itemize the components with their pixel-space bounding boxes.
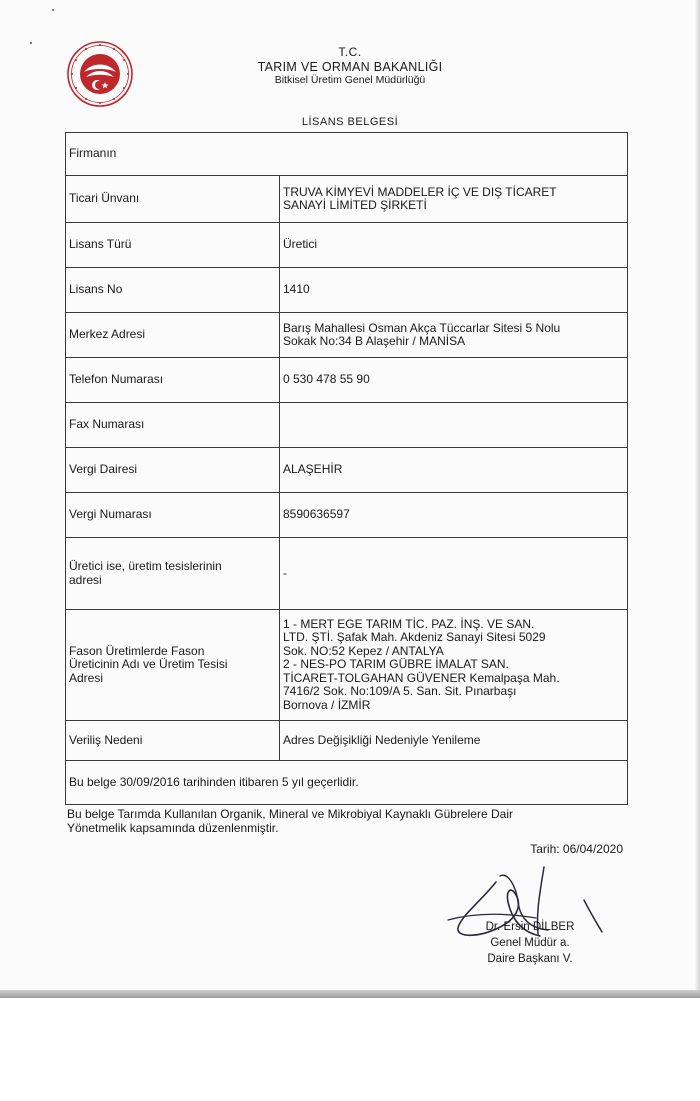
header-ministry: TARIM VE ORMAN BAKANLIĞI <box>257 59 443 74</box>
ministry-seal-icon <box>66 40 134 108</box>
row-label: Vergi Dairesi <box>66 448 280 493</box>
value-line: LTD. ŞTİ. Şafak Mah. Akdeniz Sanayi Sitesi 5029 <box>283 630 546 645</box>
value-line: Sokak No:34 B Alaşehir / MANİSA <box>283 334 466 348</box>
value-line: TRUVA KİMYEVİ MADDELER İÇ VE DIŞ TİCARET <box>283 184 557 199</box>
table-row <box>66 403 628 448</box>
scan-speck <box>52 9 54 11</box>
header-tc: T.C. <box>338 45 362 59</box>
table-row <box>66 223 628 268</box>
tax-office-value: ALAŞEHİR <box>280 448 628 493</box>
label-line: Üreticinin Adı ve Üretim Tesisi <box>69 657 228 672</box>
label-line: Fason Üretimlerde Fason <box>69 643 205 658</box>
value-line: Barış Mahallesi Osman Akça Tüccarlar Sitesi 5 Nolu <box>283 320 561 335</box>
table-row <box>66 448 628 493</box>
table-row <box>66 493 628 538</box>
issue-date: Tarih: 06/04/2020 <box>530 842 623 856</box>
signatory-block <box>460 919 600 967</box>
validity-statement: Bu belge 30/09/2016 tarihinden itibaren 5 yıl geçerlidir. <box>66 761 628 805</box>
row-label: Telefon Numarası <box>66 358 280 403</box>
table-row <box>66 610 628 721</box>
signatory-name: Dr. Ersin DİLBER <box>485 921 575 933</box>
value-line: TİCARET-TOLGAHAN GÜVENER Kemalpaşa Mah. <box>283 670 560 685</box>
ministry-header <box>200 46 500 86</box>
page-right-edge <box>694 0 700 995</box>
value-line: SANAYİ LİMİTED ŞİRKETİ <box>283 198 427 212</box>
contract-manufacturer-value <box>280 610 628 721</box>
value-line: 7416/2 Sok. No:109/A 5. San. Sit. Pınarbaşı <box>283 684 517 699</box>
document-title: LİSANS BELGESİ <box>301 116 399 128</box>
table-row-validity <box>66 761 628 805</box>
label-line: adresi <box>69 572 102 587</box>
label-line: Adresi <box>69 670 104 685</box>
license-table <box>65 132 628 805</box>
table-row <box>66 268 628 313</box>
facility-address-value: - <box>280 538 628 610</box>
row-label: Ticari Ünvanı <box>66 176 280 223</box>
table-row <box>66 313 628 358</box>
signatory-title: Genel Müdür a. <box>490 937 570 950</box>
row-label: Fax Numarası <box>66 403 280 448</box>
row-label: Merkez Adresi <box>66 313 280 358</box>
row-label: Veriliş Nedeni <box>66 721 280 761</box>
table-row <box>66 176 628 223</box>
page-bottom-edge <box>0 990 700 998</box>
row-label: Lisans Türü <box>66 223 280 268</box>
value-line: Bornova / İZMİR <box>283 697 371 712</box>
row-label: Lisans No <box>66 268 280 313</box>
row-label <box>66 610 280 721</box>
value-line: 1 - MERT EGE TARIM TİC. PAZ. İNŞ. VE SAN. <box>283 616 535 631</box>
note-line: Bu belge Tarımda Kullanılan Organik, Mineral ve Mikrobiyal Kaynaklı Gübrelere Dair <box>67 807 513 821</box>
row-label <box>66 538 280 610</box>
value-line: 2 - NES-PO TARIM GÜBRE İMALAT SAN. <box>283 657 509 672</box>
scan-speck <box>30 42 32 44</box>
signatory-title-acting: Daire Başkanı V. <box>487 953 573 966</box>
table-row-section <box>66 133 628 176</box>
label-line: Üretici ise, üretim tesislerinin <box>69 559 222 574</box>
table-row <box>66 721 628 761</box>
issue-reason-value: Adres Değişikliği Nedeniyle Yenileme <box>280 721 628 761</box>
value-line: Sok. NO:52 Kepez / ANTALYA <box>283 643 444 658</box>
regulation-note <box>67 808 627 836</box>
section-label: Firmanın <box>66 133 628 176</box>
phone-value: 0 530 478 55 90 <box>280 358 628 403</box>
row-label: Vergi Numarası <box>66 493 280 538</box>
note-line: Yönetmelik kapsamında düzenlenmiştir. <box>67 820 279 835</box>
table-row <box>66 538 628 610</box>
license-no-value: 1410 <box>280 268 628 313</box>
header-directorate: Bitkisel Üretim Genel Müdürlüğü <box>274 74 426 87</box>
fax-value <box>280 403 628 448</box>
table-row <box>66 358 628 403</box>
tax-number-value: 8590636597 <box>280 493 628 538</box>
address-value <box>280 313 628 358</box>
license-type-value: Üretici <box>280 223 628 268</box>
trade-name-value <box>280 176 628 223</box>
